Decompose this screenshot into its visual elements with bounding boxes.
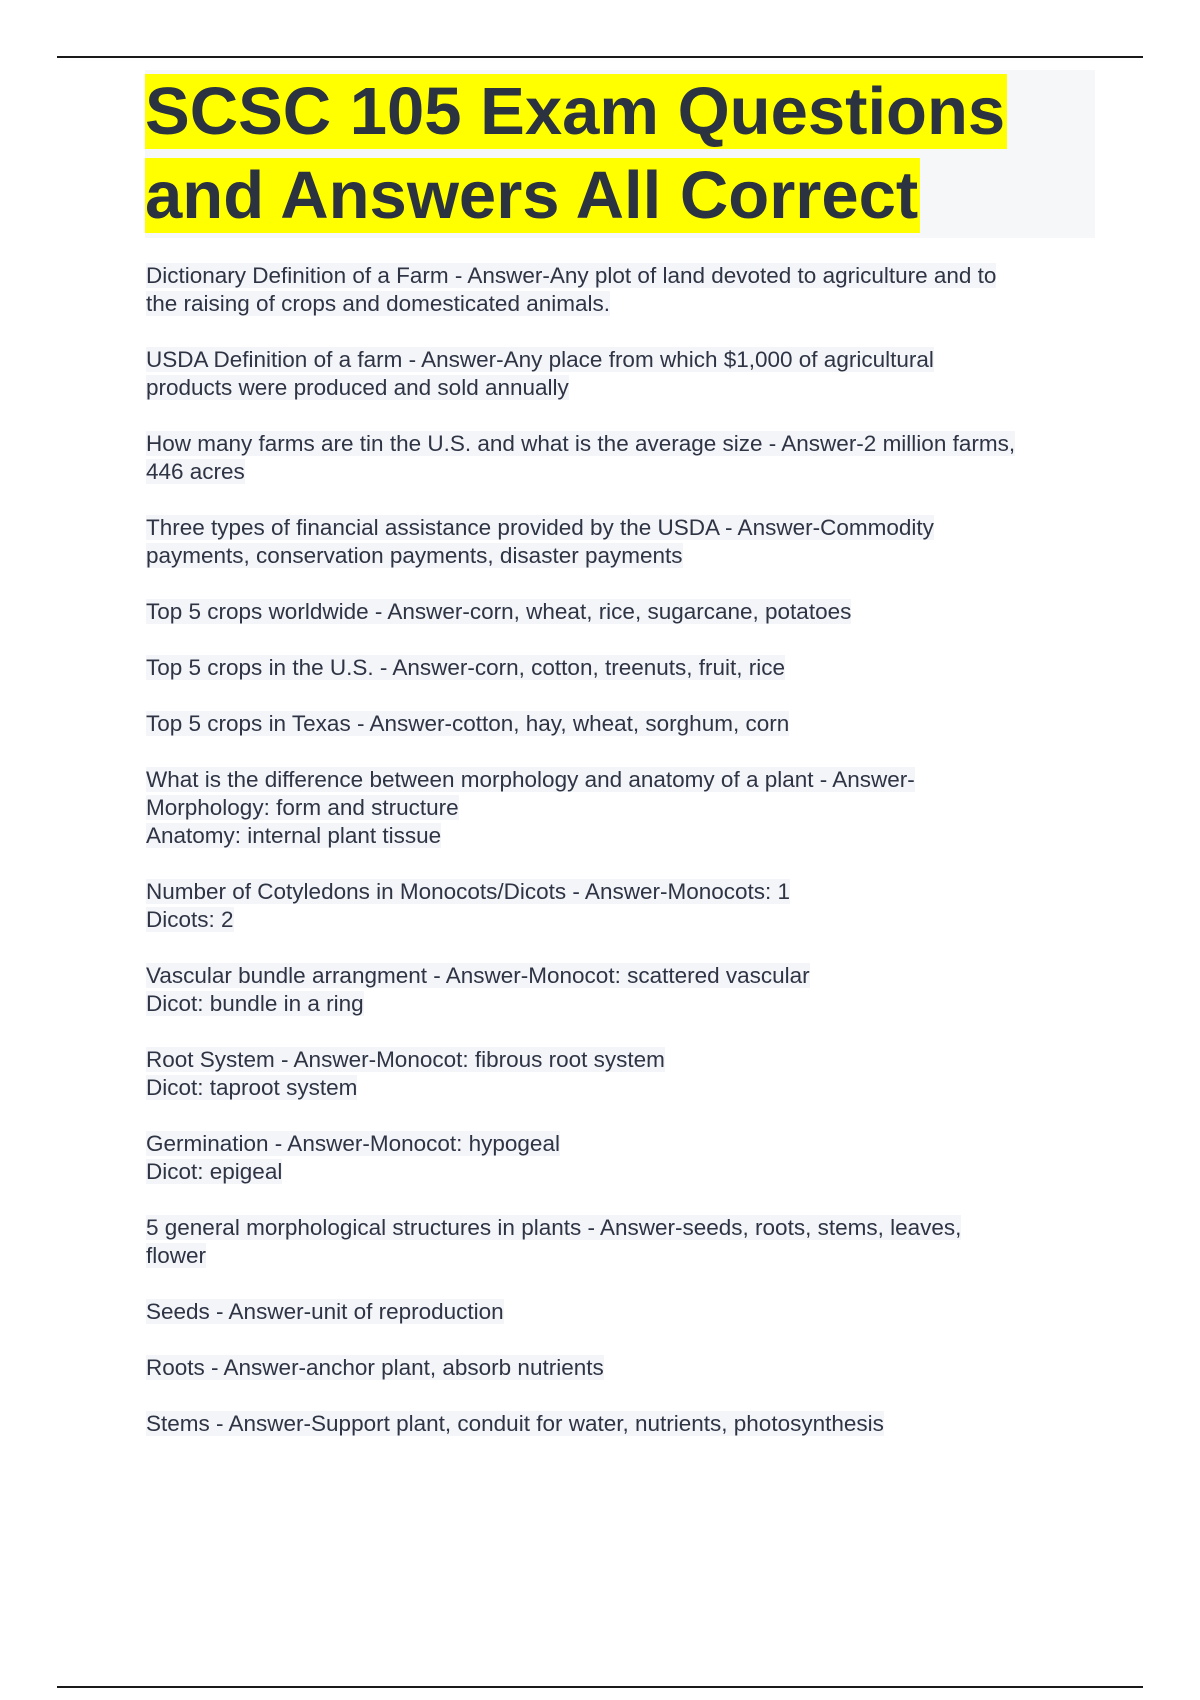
qa-line: Dicot: bundle in a ring — [146, 991, 364, 1016]
bottom-rule — [57, 1686, 1143, 1688]
qa-item — [146, 1410, 1096, 1438]
title-line-1: SCSC 105 Exam Questions — [145, 74, 1006, 149]
title-line-2: and Answers All Correct — [145, 158, 919, 233]
qa-line: Top 5 crops in the U.S. - Answer-corn, cotton, treenuts, fruit, rice — [146, 655, 786, 680]
qa-item — [146, 962, 1096, 1018]
qa-line: Stems - Answer-Support plant, conduit for water, nutrients, photosynthesis — [146, 1411, 884, 1436]
qa-item — [146, 766, 1096, 850]
qa-line: Roots - Answer-anchor plant, absorb nutrients — [146, 1355, 604, 1380]
qa-item — [146, 430, 1096, 486]
qa-line: Three types of financial assistance provided by the USDA - Answer-Commodity — [146, 515, 934, 540]
qa-item — [146, 598, 1096, 626]
qa-line: Germination - Answer-Monocot: hypogeal — [146, 1131, 560, 1156]
qa-line: Root System - Answer-Monocot: fibrous root system — [146, 1047, 665, 1072]
qa-item — [146, 654, 1096, 682]
qa-list — [146, 262, 1096, 1466]
page-title — [145, 70, 1095, 238]
qa-item — [146, 1130, 1096, 1186]
top-rule — [57, 56, 1143, 58]
qa-item — [146, 262, 1096, 318]
qa-line: payments, conservation payments, disaster payments — [146, 543, 683, 568]
title-block — [145, 70, 1095, 238]
qa-line: Dicot: taproot system — [146, 1075, 358, 1100]
qa-item — [146, 1354, 1096, 1382]
qa-line: Dictionary Definition of a Farm - Answer-Any plot of land devoted to agriculture and to — [146, 263, 997, 288]
qa-line: Anatomy: internal plant tissue — [146, 823, 442, 848]
qa-item — [146, 346, 1096, 402]
qa-line: products were produced and sold annually — [146, 375, 569, 400]
qa-line: Top 5 crops in Texas - Answer-cotton, hay, wheat, sorghum, corn — [146, 711, 790, 736]
qa-line: flower — [146, 1243, 207, 1268]
qa-line: Vascular bundle arrangment - Answer-Monocot: scattered vascular — [146, 963, 810, 988]
qa-line: Number of Cotyledons in Monocots/Dicots - Answer-Monocots: 1 — [146, 879, 791, 904]
qa-item — [146, 710, 1096, 738]
qa-item — [146, 1298, 1096, 1326]
qa-line: 446 acres — [146, 459, 245, 484]
qa-line: Dicots: 2 — [146, 907, 234, 932]
qa-item — [146, 878, 1096, 934]
qa-line: Top 5 crops worldwide - Answer-corn, wheat, rice, sugarcane, potatoes — [146, 599, 852, 624]
qa-line: 5 general morphological structures in plants - Answer-seeds, roots, stems, leaves, — [146, 1215, 962, 1240]
qa-item — [146, 1046, 1096, 1102]
qa-line: Dicot: epigeal — [146, 1159, 283, 1184]
qa-item — [146, 1214, 1096, 1270]
qa-line: Seeds - Answer-unit of reproduction — [146, 1299, 504, 1324]
qa-line: Morphology: form and structure — [146, 795, 459, 820]
qa-line: How many farms are tin the U.S. and what is the average size - Answer-2 million farms, — [146, 431, 1016, 456]
qa-line: What is the difference between morphology and anatomy of a plant - Answer- — [146, 767, 915, 792]
qa-line: the raising of crops and domesticated animals. — [146, 291, 610, 316]
qa-item — [146, 514, 1096, 570]
qa-line: USDA Definition of a farm - Answer-Any place from which $1,000 of agricultural — [146, 347, 934, 372]
